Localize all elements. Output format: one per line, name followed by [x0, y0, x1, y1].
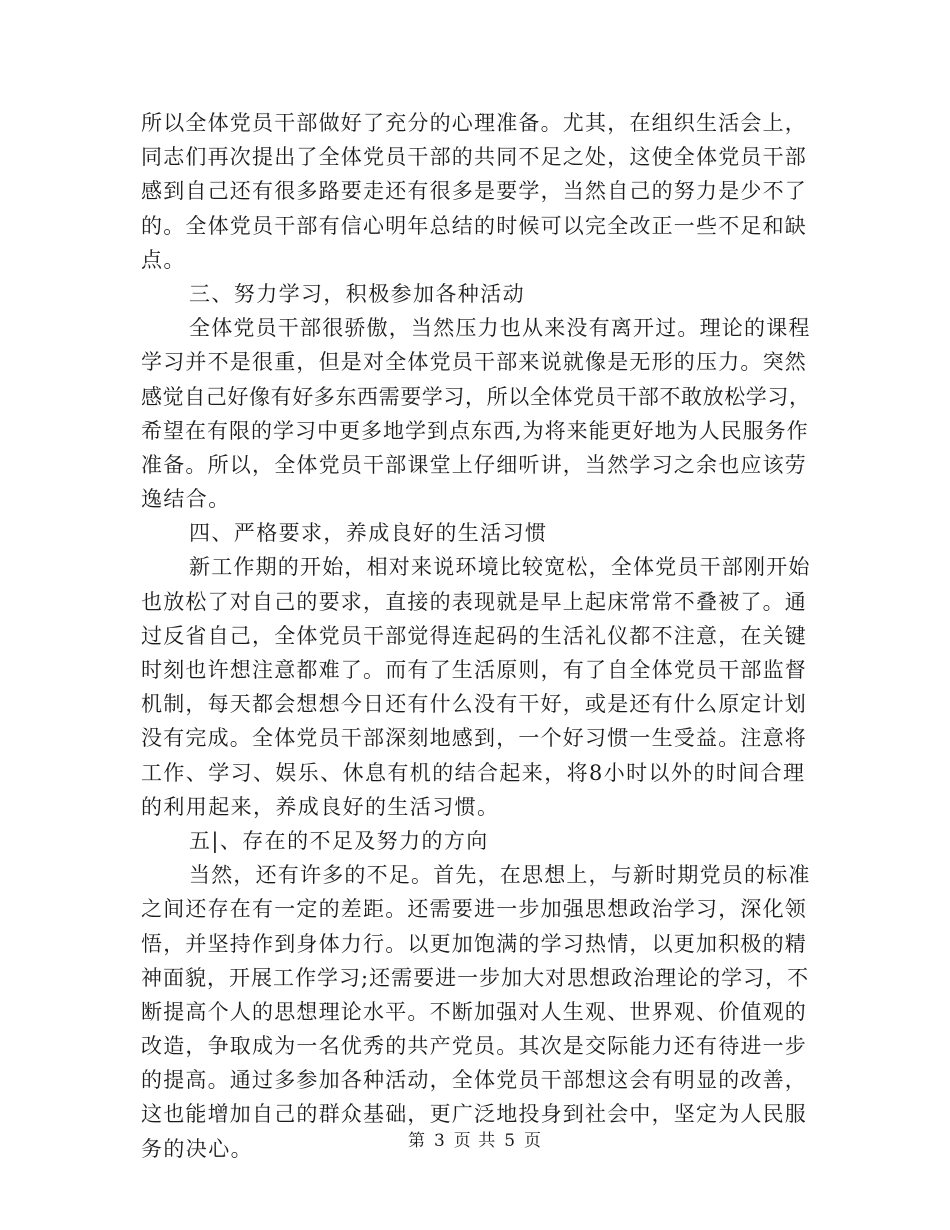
text-line: 这也能增加自己的群众基础，更广泛地投身到社会中，坚定为人民服: [141, 1102, 807, 1127]
text-line: 五|、存在的不足及努力的方向: [189, 828, 489, 853]
text-line: 学习并不是很重，但是对全体党员干部来说就像是无形的压力。突然: [141, 350, 807, 375]
text-line: 的。全体党员干部有信心明年总结的时候可以完全改正一些不足和缺: [141, 213, 807, 238]
text-line: 工作、学习、娱乐、休息有机的结合起来，将8小时以外的时间合理: [141, 760, 806, 785]
text-line: 三、努力学习，积极参加各种活动: [189, 281, 525, 306]
text-line: 的利用起来，养成良好的生活习惯。: [141, 794, 500, 819]
text-line: 断提高个人的思想理论水平。不断加强对人生观、世界观、价值观的: [141, 999, 807, 1024]
text-line: 所以全体党员干部做好了充分的心理准备。尤其，在组织生活会上，: [141, 111, 807, 135]
page-footer: [0, 1126, 950, 1151]
footer-mid: 页 共: [453, 1131, 497, 1151]
text-line: 感觉自己好像有好多东西需要学习，所以全体党员干部不敢放松学习，: [141, 384, 811, 409]
text-line: 机制，每天都会想想今日还有什么没有干好，或是还有什么原定计划: [141, 692, 807, 717]
text-line: 没有完成。全体党员干部深刻地感到，一个好习惯一生受益。注意将: [141, 726, 807, 751]
footer-suffix: 页: [524, 1131, 543, 1151]
text-line: 新工作期的开始，相对来说环境比较宽松，全体党员干部刚开始: [189, 555, 811, 580]
text-line: 感到自己还有很多路要走还有很多是要学，当然自己的努力是少不了: [141, 179, 807, 204]
text-line: 时刻也许想注意都难了。而有了生活原则，有了自全体党员干部监督: [141, 658, 807, 682]
text-line: 务的决心。: [141, 1136, 253, 1161]
text-line: 当然，还有许多的不足。首先，在思想上，与新时期党员的标准: [189, 863, 811, 888]
text-line: 神面貌，开展工作学习;还需要进一步加大对思想政治理论的学习，不: [141, 965, 810, 990]
text-line: 点。: [141, 247, 186, 272]
text-line: 准备。所以，全体党员干部课堂上仔细听讲，当然学习之余也应该劳: [141, 452, 807, 477]
text-line: 之间还存在有一定的差距。还需要进一步加强思想政治学习，深化领: [141, 897, 807, 922]
text-line: 同志们再次提出了全体党员干部的共同不足之处，这使全体党员干部: [141, 145, 807, 170]
text-line: 悟，并坚持作到身体力行。以更加饱满的学习热情，以更加积极的精: [141, 931, 807, 956]
text-line: 逸结合。: [141, 487, 231, 512]
text-line: 四、严格要求，养成良好的生活习惯: [189, 521, 548, 546]
footer-total-pages: 5: [504, 1131, 517, 1151]
text-line: 改造，争取成为一名优秀的共产党员。其次是交际能力还有待进一步: [141, 1034, 807, 1059]
text-line: 希望在有限的学习中更多地学到点东西,为将来能更好地为人民服务作: [141, 418, 809, 443]
text-line: 的提高。通过多参加各种活动，全体党员干部想这会有明显的改善，: [141, 1068, 807, 1093]
footer-prefix: 第: [407, 1131, 426, 1151]
text-line: 全体党员干部很骄傲，当然压力也从来没有离开过。理论的课程: [189, 316, 811, 341]
text-line: 也放松了对自己的要求，直接的表现就是早上起床常常不叠被了。通: [141, 589, 807, 614]
footer-page-number: 3: [433, 1131, 446, 1151]
document-body: [141, 106, 811, 1166]
text-line: 过反省自己，全体党员干部觉得连起码的生活礼仪都不注意，在关键: [141, 623, 807, 648]
